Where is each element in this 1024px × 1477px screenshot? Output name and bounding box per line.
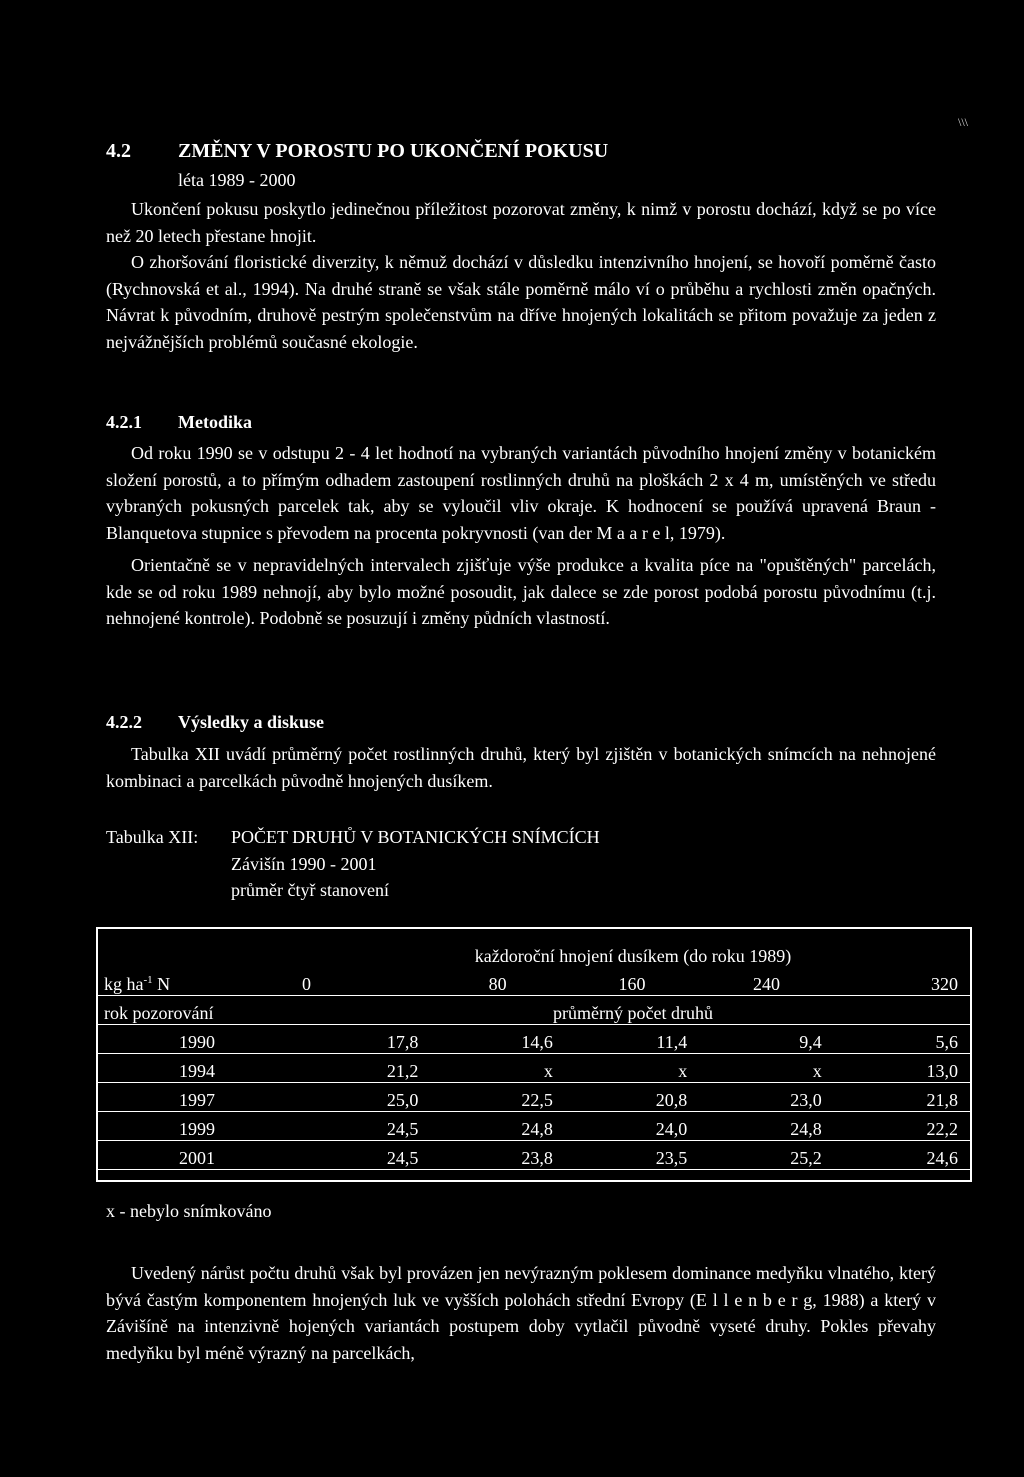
table-cell: 24,5 <box>296 1141 430 1170</box>
year-row-label: rok pozorování <box>97 996 296 1025</box>
row-year: 2001 <box>97 1141 296 1170</box>
subsection-title-vysledky: Výsledky a diskuse <box>178 712 325 732</box>
table-cell: 21,2 <box>296 1054 430 1083</box>
row-year: 1997 <box>97 1083 296 1112</box>
table-cell: 22,5 <box>430 1083 564 1112</box>
dose-header-0: 0 <box>296 967 430 996</box>
table-cell: 24,8 <box>430 1112 564 1141</box>
table-row <box>97 1141 971 1170</box>
table-caption-title: POČET DRUHŮ V BOTANICKÝCH SNÍMCÍCH <box>231 827 600 847</box>
row-year: 1999 <box>97 1112 296 1141</box>
table-cell: 24,0 <box>565 1112 699 1141</box>
table-caption-label: Tabulka XII: <box>106 827 199 847</box>
table-cell: 13,0 <box>834 1054 971 1083</box>
table-cell: 20,8 <box>565 1083 699 1112</box>
table-caption-line2: Závišín 1990 - 2001 <box>231 854 377 874</box>
dose-row-label: kg $ha^{-1}$ N <box>97 967 296 996</box>
metodika-text <box>106 440 936 632</box>
row-year: 1990 <box>97 1025 296 1054</box>
table-dose-row <box>97 967 971 996</box>
closing-text <box>106 1260 936 1366</box>
metodika-paragraph-1: Od roku 1990 se v odstupu 2 - 4 let hodnotí na vybraných variantách původního hnojení změny v botanickém složení porostů, a to přímým odhadem zastoupení rostlinných druhů na ploškách 2 x 4 m, umístěných ve středu vybraných pokusných parcelek tak, aby se vyloučil vliv okraje. K hodnocení se používá upravená Braun - Blanquetova stupnice s převodem na procenta pokryvnosti (van der M a a r e l, 1979). <box>106 443 936 543</box>
table-row <box>97 1054 971 1083</box>
intro-text <box>106 196 936 355</box>
group-header: každoroční hnojení dusíkem (do roku 1989) <box>474 946 792 966</box>
section-title: ZMĚNY V POROSTU PO UKONČENÍ POKUSU <box>178 140 609 162</box>
table-year-header-row <box>97 996 971 1025</box>
table-cell: x <box>430 1054 564 1083</box>
metodika-paragraph-2: Orientačně se v nepravidelných intervalech zjišťuje výše produkce a kvalita píce na "opuštěných" parcelách, kde se od roku 1989 nehnojí, aby bylo možné posoudit, jak dalece se zde porost podobá porostu původnímu (t.j. nehnojené kontrole). Podobně se posuzují i změny půdních vlastností. <box>106 555 936 628</box>
table-row <box>97 1112 971 1141</box>
dose-header-320: 320 <box>834 967 971 996</box>
subsection-number-metodika: 4.2.1 <box>106 412 142 432</box>
table-cell: 25,2 <box>699 1141 833 1170</box>
intro-paragraph-2: O zhoršování floristické diverzity, k němuž dochází v důsledku intenzivního hnojení, se hovoří poměrně často (Rychnovská et al., 1994). Na druhé straně se však stále poměrně málo ví o průběhu a rychlosti změn opačných. Návrat k původním, druhově pestrým společenstvům na dříve hnojených lokalitách se přitom považuje za jeden z nejvážnějších problémů současné ekologie. <box>106 252 936 352</box>
row-year: 1994 <box>97 1054 296 1083</box>
intro-paragraph-1: Ukončení pokusu poskytlo jedinečnou příležitost pozorovat změny, k nimž v porostu dochází, když se po více než 20 letech přestane hnojit. <box>106 199 936 246</box>
table-caption-line3: průměr čtyř stanovení <box>231 880 389 900</box>
section-subtitle: léta 1989 - 2000 <box>178 170 296 190</box>
table-cell: 23,5 <box>565 1141 699 1170</box>
table-cell: 11,4 <box>565 1025 699 1054</box>
dose-header-240: 240 <box>699 967 833 996</box>
table-cell: 5,6 <box>834 1025 971 1054</box>
table-cell: 24,6 <box>834 1141 971 1170</box>
table-cell: 22,2 <box>834 1112 971 1141</box>
table-cell: 24,5 <box>296 1112 430 1141</box>
table-row <box>97 1083 971 1112</box>
table-cell: 21,8 <box>834 1083 971 1112</box>
vysledky-text <box>106 741 936 794</box>
table-cell: 17,8 <box>296 1025 430 1054</box>
dose-header-80: 80 <box>430 967 564 996</box>
table-footnote: x - nebylo snímkováno <box>106 1201 272 1221</box>
table-row <box>97 1025 971 1054</box>
dose-header-160: 160 <box>565 967 699 996</box>
subsection-number-vysledky: 4.2.2 <box>106 712 142 732</box>
species-count-table <box>96 927 972 1182</box>
value-header: průměrný počet druhů <box>296 996 971 1025</box>
page-mark: \\\ <box>958 115 969 129</box>
table-cell: x <box>699 1054 833 1083</box>
subsection-title-metodika: Metodika <box>178 412 252 432</box>
table-cell: 23,8 <box>430 1141 564 1170</box>
table-cell: 9,4 <box>699 1025 833 1054</box>
table-cell: x <box>565 1054 699 1083</box>
table-cell: 23,0 <box>699 1083 833 1112</box>
section-number: 4.2 <box>106 140 131 162</box>
table-cell: 24,8 <box>699 1112 833 1141</box>
table-cell: 14,6 <box>430 1025 564 1054</box>
table-cell: 25,0 <box>296 1083 430 1112</box>
closing-paragraph: Uvedený nárůst počtu druhů však byl provázen jen nevýrazným poklesem dominance medyňku vlnatého, který bývá častým komponentem hnojených luk ve vyšších polohách střední Evropy (E l l e n b e r g, 1988) a který v Závišíně na intenzivně hojených variantách postupem doby vytlačil původně vyseté druhy. Pokles převahy medyňku byl méně výrazný na parcelkách, <box>106 1263 936 1363</box>
table-group-header-row <box>97 939 971 967</box>
vysledky-paragraph: Tabulka XII uvádí průměrný počet rostlinných druhů, který byl zjištěn v botanických snímcích na nehnojené kombinaci a parcelkách původně hnojených dusíkem. <box>106 744 936 791</box>
